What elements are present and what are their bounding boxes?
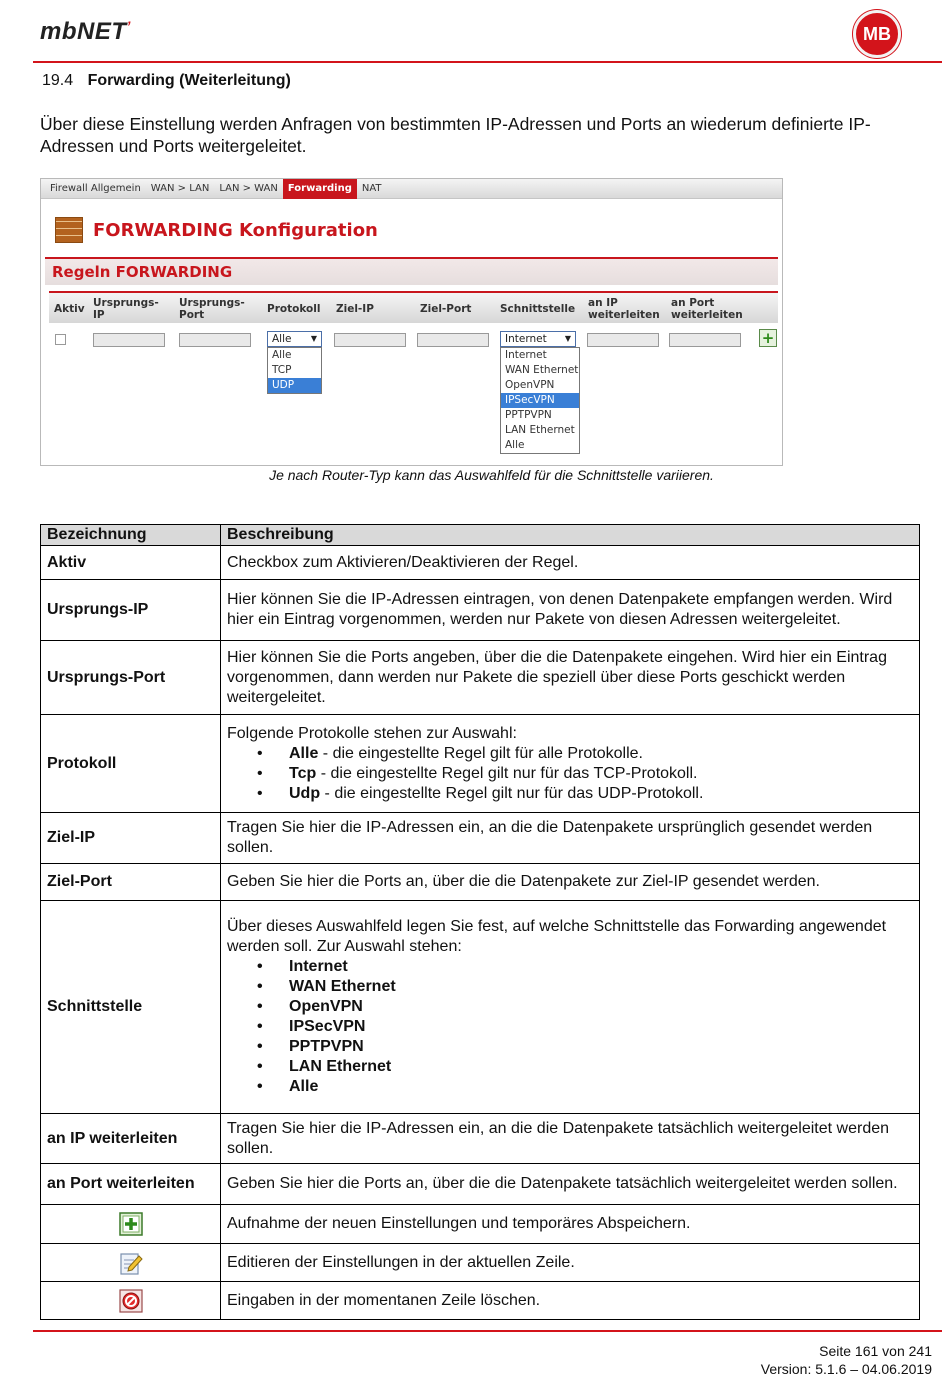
ursprungs-ip-input[interactable] — [93, 333, 165, 347]
delete-icon — [119, 1289, 143, 1313]
description-table — [40, 524, 920, 1320]
rules-title: Regeln FORWARDING — [45, 257, 778, 285]
col-ursprungs-port: Ursprungs-Port — [179, 297, 245, 321]
table-row: Editieren der Einstellungen in der aktuellen Zeile. — [41, 1244, 920, 1282]
an-port-input[interactable] — [669, 333, 741, 347]
forwarding-screenshot — [40, 178, 783, 466]
version-info: Version: 5.1.6 – 04.06.2019 — [760, 1361, 932, 1377]
section-number: 19.4 — [42, 72, 74, 89]
list-item: • LAN Ethernet — [257, 1057, 913, 1077]
mbnet-logo: mbNET’ — [40, 18, 131, 45]
col-ziel-ip: Ziel-IP — [336, 303, 374, 315]
tab-forwarding[interactable]: Forwarding — [283, 179, 357, 199]
tab-wan-lan[interactable]: WAN > LAN — [150, 182, 210, 194]
list-item: • WAN Ethernet — [257, 977, 913, 997]
header-bezeichnung: Bezeichnung — [41, 525, 221, 546]
edit-icon — [119, 1251, 143, 1275]
aktiv-checkbox[interactable] — [55, 334, 66, 345]
col-ziel-port: Ziel-Port — [420, 303, 472, 315]
ursprungs-port-input[interactable] — [179, 333, 251, 347]
firewall-tabbar — [41, 179, 782, 199]
protocol-list — [257, 744, 913, 804]
schnittstelle-option[interactable]: IPSecVPN — [501, 393, 579, 408]
list-item: • OpenVPN — [257, 997, 913, 1017]
col-schnittstelle: Schnittstelle — [500, 303, 576, 315]
schnittstelle-option[interactable]: OpenVPN — [505, 379, 555, 391]
list-item: • PPTPVPN — [257, 1037, 913, 1057]
tab-lan-wan[interactable]: LAN > WAN — [219, 182, 278, 194]
intro-paragraph: Über diese Einstellung werden Anfragen von bestimmten IP-Adressen und Ports an wiederum definierte IP-Adressen und Ports weitergeleitet. — [40, 114, 871, 156]
interface-list — [257, 957, 913, 1097]
chevron-down-icon: ▼ — [564, 334, 571, 343]
schnittstelle-option[interactable]: Alle — [505, 439, 525, 451]
col-ursprungs-ip: Ursprungs-IP — [93, 297, 159, 321]
tab-firewall-allgemein[interactable]: Firewall Allgemein — [50, 182, 141, 194]
protokoll-option[interactable]: Alle — [272, 349, 292, 361]
list-item: • Tcp - die eingestellte Regel gilt nur für das TCP-Protokoll. — [257, 764, 913, 784]
section-heading — [42, 72, 291, 90]
ziel-port-input[interactable] — [417, 333, 489, 347]
list-item: • IPSecVPN — [257, 1017, 913, 1037]
add-icon[interactable]: + — [759, 329, 777, 347]
col-protokoll: Protokoll — [267, 303, 321, 315]
page-footer — [761, 1342, 932, 1378]
protokoll-dropdown-list — [267, 347, 322, 394]
list-item: • Alle - die eingestellte Regel gilt für alle Protokolle. — [257, 744, 913, 764]
table-row: Schnittstelle Über dieses Auswahlfeld legen Sie fest, auf welche Schnittstelle das Forwarding angewendet werden soll. Zur Auswahl stehen: • Internet • WAN Ethernet • OpenVPN • IPSecVPN • PPTPVPN • LAN Ethernet • Alle — [41, 901, 920, 1114]
firewall-icon — [55, 217, 83, 243]
ziel-ip-input[interactable] — [334, 333, 406, 347]
list-item: • Internet — [257, 957, 913, 977]
table-row: Ziel-Port Geben Sie hier die Ports an, über die die Datenpakete zur Ziel-IP gesendet werden. — [41, 864, 920, 901]
table-row: Ziel-IP Tragen Sie hier die IP-Adressen ein, an die die Datenpakete ursprünglich gesendet werden sollen. — [41, 813, 920, 864]
section-title: Forwarding (Weiterleitung) — [87, 72, 291, 89]
schnittstelle-dropdown-list — [500, 347, 580, 454]
chevron-down-icon: ▼ — [310, 334, 317, 343]
tab-nat[interactable]: NAT — [361, 182, 382, 194]
schnittstelle-option[interactable]: PPTPVPN — [505, 409, 552, 421]
col-an-port: an Port weiterleiten — [671, 297, 743, 321]
schnittstelle-select[interactable]: Internet ▼ — [500, 331, 576, 347]
schnittstelle-option[interactable]: Internet — [505, 349, 547, 361]
col-an-ip: an IP weiterleiten — [588, 297, 660, 321]
mb-logo-badge: MB — [853, 10, 901, 58]
schnittstelle-option[interactable]: LAN Ethernet — [505, 424, 575, 436]
table-row: Eingaben in der momentanen Zeile löschen. — [41, 1282, 920, 1320]
protokoll-select[interactable]: Alle ▼ — [267, 331, 322, 347]
add-icon — [119, 1212, 143, 1236]
protokoll-option[interactable]: TCP — [272, 364, 292, 376]
list-item: • Udp - die eingestellte Regel gilt nur für das UDP-Protokoll. — [257, 784, 913, 804]
table-row: Ursprungs-IP Hier können Sie die IP-Adressen eintragen, von denen Datenpakete empfangen werden. Wird hier ein Eintrag vorgenommen, werden nur Pakete von diesen Adressen weitergeleitet. — [41, 580, 920, 641]
rule-input-row — [49, 329, 778, 349]
list-item: • Alle — [257, 1077, 913, 1097]
header-divider — [33, 61, 942, 63]
table-row: Aktiv Checkbox zum Aktivieren/Deaktivieren der Regel. — [41, 546, 920, 580]
table-row: Aufnahme der neuen Einstellungen und temporäres Abspeichern. — [41, 1205, 920, 1244]
table-row: an IP weiterleiten Tragen Sie hier die IP-Adressen ein, an die die Datenpakete tatsächlich weitergeleitet werden sollen. — [41, 1114, 920, 1164]
table-row: Ursprungs-Port Hier können Sie die Ports angeben, über die die Datenpakete eingehen. Wird hier ein Eintrag vorgenommen, dann werden nur Pakete die speziell über diese Ports geschickt werden weitergeleitet. — [41, 641, 920, 715]
col-aktiv: Aktiv — [54, 303, 85, 315]
table-row: an Port weiterleiten Geben Sie hier die Ports an, über die die Datenpakete tatsächlich weitergeleitet werden sollen. — [41, 1164, 920, 1205]
figure-caption: Je nach Router-Typ kann das Auswahlfeld für die Schnittstelle variieren. — [269, 467, 714, 483]
table-row: Protokoll Folgende Protokolle stehen zur Auswahl: • Alle - die eingestellte Regel gilt für alle Protokolle. • Tcp - die eingestellte Regel gilt nur für das TCP-Protokoll. • Udp - die eingestellte Regel gilt nur für das UDP-Protokoll. — [41, 715, 920, 813]
table-header-row — [41, 525, 920, 546]
header-beschreibung: Beschreibung — [221, 525, 920, 546]
schnittstelle-option[interactable]: WAN Ethernet — [505, 364, 579, 376]
protokoll-option[interactable]: UDP — [268, 378, 321, 393]
rules-column-header — [49, 291, 778, 323]
page-number: Seite 161 von 241 — [819, 1343, 932, 1359]
forwarding-page-title: FORWARDING Konfiguration — [55, 217, 378, 243]
an-ip-input[interactable] — [587, 333, 659, 347]
footer-divider — [33, 1330, 942, 1332]
